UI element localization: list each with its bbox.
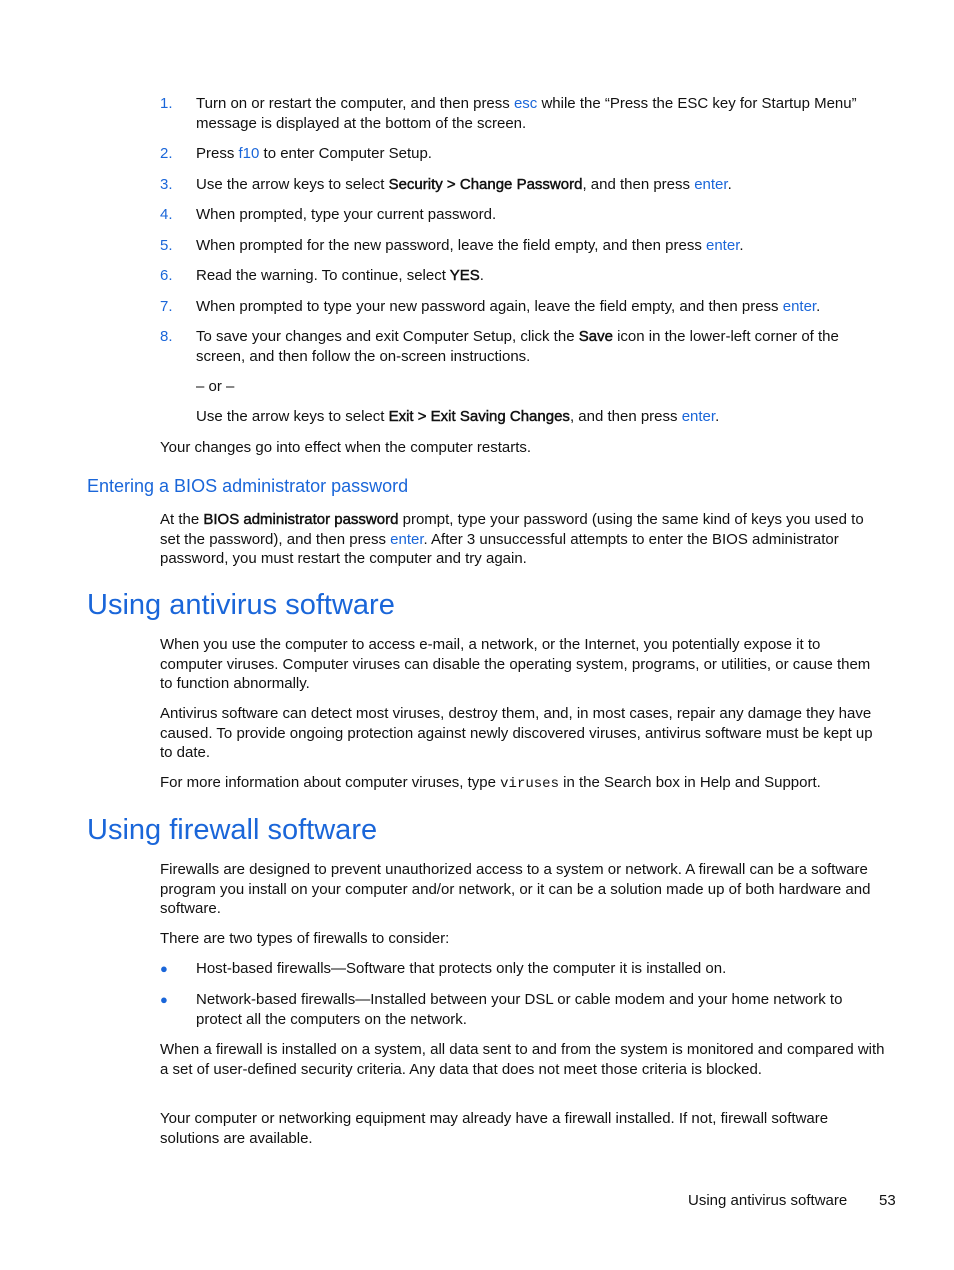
step-text-segment: while the “Press the ESC key for Startup Menu” message is displayed at the bottom of the screen. [196, 95, 857, 132]
step-number: 4. [160, 206, 173, 223]
step-number: 3. [160, 176, 173, 193]
step-text-segment: icon in the lower-left corner of the screen, and then follow the on-screen instructions. [196, 328, 839, 365]
step-text [196, 175, 886, 195]
step-text-segment: When prompted for the new password, leave the field empty, and then press [196, 237, 706, 254]
menu-path: Security > Change Password [388, 176, 583, 193]
step-text [196, 94, 886, 133]
menu-option-yes: YES [449, 267, 480, 284]
step-number: 6. [160, 267, 173, 284]
antivirus-paragraph-3 [160, 773, 886, 795]
step-text-segment: Read the warning. To continue, select [196, 267, 450, 284]
step-text [196, 297, 886, 317]
step-text [196, 236, 886, 256]
page-number: 53 [879, 1192, 896, 1209]
or-separator: – or – [196, 378, 235, 395]
key-enter: enter [390, 530, 424, 548]
step-text [196, 144, 886, 164]
footer-section-title: Using antivirus software [688, 1192, 848, 1209]
step-text-segment: , and then press [569, 408, 682, 425]
firewall-paragraph-3: When a firewall is installed on a system, all data sent to and from the system is monitored and compared with a set of user-defined security criteria. Any data that does not meet those criteria is blocked. [160, 1041, 885, 1078]
key-enter: enter [706, 237, 740, 254]
bios-password-heading: Entering a BIOS administrator password [87, 476, 409, 496]
paragraph-segment: At the [160, 511, 204, 528]
antivirus-heading: Using antivirus software [87, 589, 395, 621]
bullet-icon: ● [160, 961, 168, 976]
step-text-segment: to enter Computer Setup. [259, 145, 432, 162]
prompt-name: BIOS administrator password [203, 511, 399, 528]
step-text [196, 266, 886, 286]
bullet-text: Network-based firewalls—Installed between your DSL or cable modem and your home network to protect all the computers on the network. [196, 991, 843, 1028]
step-text [196, 327, 886, 366]
step-text-segment: Turn on or restart the computer, and then press [196, 95, 514, 112]
restart-note: Your changes go into effect when the computer restarts. [160, 439, 532, 456]
step-text-segment: When prompted to type your new password again, leave the field empty, and then press [196, 298, 783, 315]
step-text-segment: Use the arrow keys to select [196, 408, 389, 425]
step-text-segment: . [739, 237, 744, 254]
step-text-segment: Use the arrow keys to select [196, 176, 389, 193]
step-text-segment: Press [196, 145, 239, 162]
step-number: 1. [160, 95, 173, 112]
step-number: 7. [160, 298, 173, 315]
step-text: When prompted, type your current password. [196, 206, 497, 223]
step-text-segment: . [727, 176, 732, 193]
bullet-text: Host-based firewalls—Software that protects only the computer it is installed on. [196, 960, 727, 977]
antivirus-paragraph-1: When you use the computer to access e-mail, a network, or the Internet, you potentially expose it to computer viruses. Computer viruses can disable the operating system, programs, or utilities, or cause them to function abnormally. [160, 636, 871, 692]
paragraph-segment: prompt, type your password (using the same kind of keys you used to set the password), and then press [160, 511, 864, 548]
paragraph-segment: . After 3 unsuccessful attempts to enter the BIOS administrator password, you must restart the computer and try again. [160, 530, 839, 567]
key-enter: enter [681, 408, 716, 425]
antivirus-paragraph-2: Antivirus software can detect most viruses, destroy them, and, in most cases, repair any damage they have caused. To provide ongoing protection against newly discovered viruses, antivirus software must be kept up to date. [160, 705, 873, 761]
firewall-paragraph-2: There are two types of firewalls to consider: [160, 930, 450, 947]
paragraph-segment: For more information about computer viruses, type [160, 774, 501, 791]
step-text-segment: . [479, 267, 484, 284]
alternate-step [196, 407, 886, 427]
step-text-segment: . [816, 298, 821, 315]
step-number: 5. [160, 237, 173, 254]
bullet-icon: ● [160, 992, 168, 1007]
menu-path: Exit > Exit Saving Changes [388, 408, 570, 425]
key-enter: enter [694, 176, 728, 193]
step-number: 8. [160, 328, 173, 345]
step-text-segment: , and then press [582, 176, 695, 193]
firewall-paragraph-4: Your computer or networking equipment may already have a firewall installed. If not, firewall software solutions are available. [160, 1110, 829, 1147]
key-enter: enter [782, 298, 817, 315]
save-icon-label: Save [578, 328, 613, 345]
key-esc: esc [513, 95, 538, 112]
firewall-heading: Using firewall software [87, 814, 378, 846]
step-number: 2. [160, 145, 173, 162]
step-text-segment: . [715, 408, 720, 425]
firewall-paragraph-1: Firewalls are designed to prevent unauthorized access to a system or network. A firewall can be a software program you install on your computer and/or network, or it can be a solution made up of both hardware and software. [160, 861, 871, 917]
paragraph-segment: in the Search box in Help and Support. [558, 774, 821, 791]
search-term: viruses [500, 776, 559, 792]
bios-paragraph [160, 510, 886, 569]
step-text-segment: To save your changes and exit Computer Setup, click the [196, 328, 579, 345]
key-f10: f10 [238, 145, 260, 162]
